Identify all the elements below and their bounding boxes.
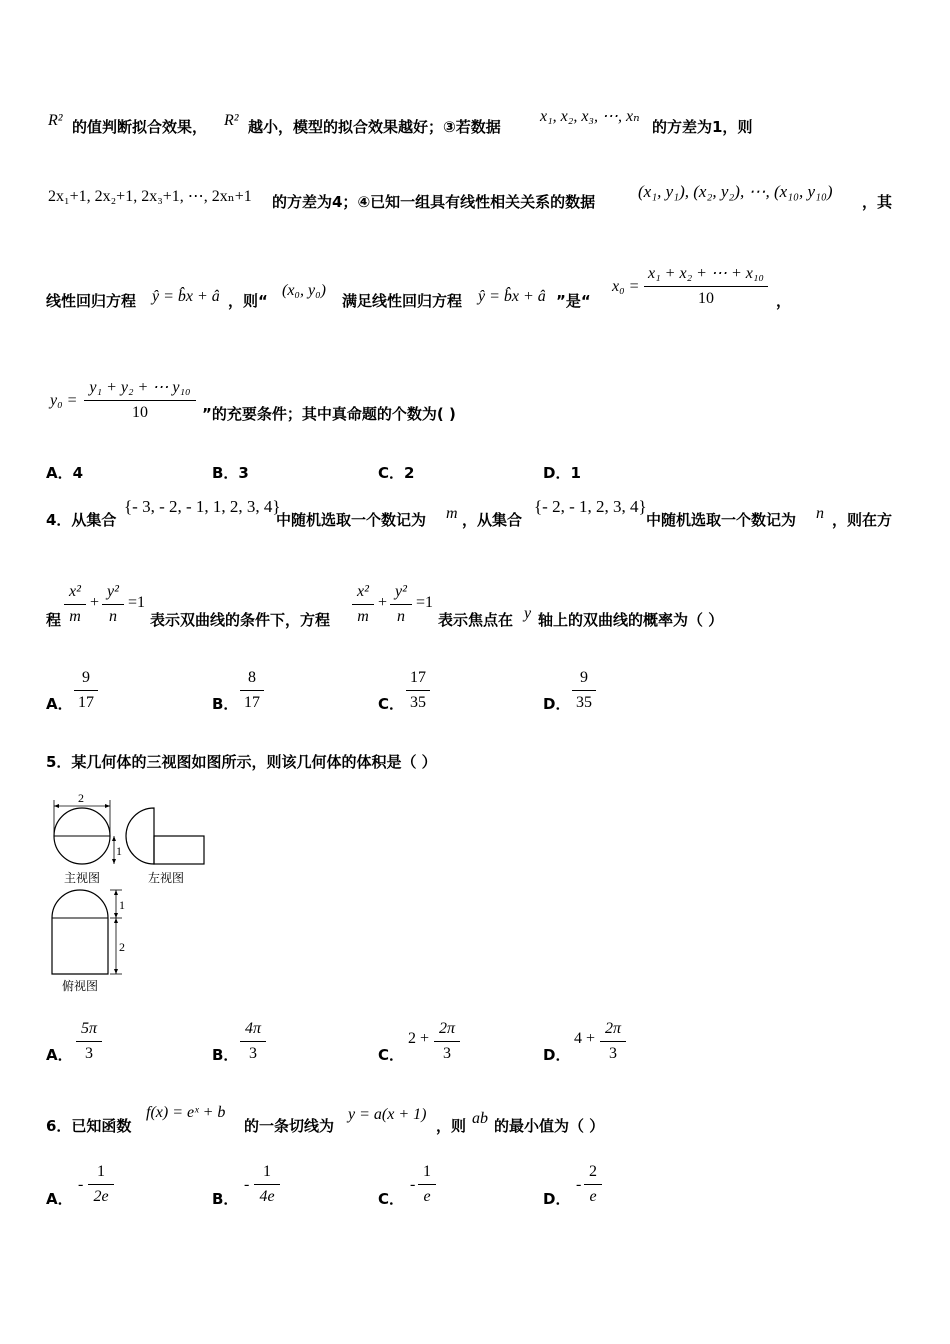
q5-option-d[interactable]: D．: [543, 1046, 571, 1064]
q4-text-7: 轴上的双曲线的概率为（ ）: [538, 611, 724, 629]
q4-y-axis: y: [524, 605, 532, 622]
eq1-plus: +: [90, 594, 100, 611]
three-view-diagram: [44, 788, 224, 1000]
q3-text-3b: ，则“: [228, 292, 268, 310]
q4-b-den: 17: [244, 694, 260, 711]
q6-c-den: e: [423, 1188, 431, 1205]
q5-b-num: 4π: [244, 1020, 261, 1037]
q5-d-prefix: 4 +: [574, 1030, 596, 1047]
dim-2-top-view: 2: [119, 940, 125, 954]
q3-pairs: (x₁, y₁), (x₂, y₂), ⋯, (x₁₀, y₁₀): [638, 182, 833, 201]
q4-a-num: 9: [82, 669, 90, 686]
q4-text-1: 中随机选取一个数记为: [276, 511, 427, 529]
q4-set-1: {- 3, - 2, - 1, 1, 2, 3, 4}: [124, 497, 281, 516]
q3-x0-lhs: x₀ =: [612, 278, 640, 295]
q6-d-num: 2: [589, 1163, 597, 1180]
q4-b-num: 8: [248, 669, 256, 686]
eq2-y2: y²: [395, 583, 407, 600]
q6-prefix: 6．已知函数: [46, 1117, 132, 1135]
q5-a-den: 3: [85, 1045, 93, 1062]
q5-stem: 5．某几何体的三视图如图所示，则该几何体的体积是（ ）: [46, 753, 437, 771]
q6-option-b[interactable]: B．: [212, 1190, 239, 1208]
q5-c-prefix: 2 +: [408, 1030, 430, 1047]
q5-option-a-value: [76, 1019, 102, 1064]
q6-text-1: 的一条切线为: [244, 1117, 335, 1135]
left-view-caption: 左视图: [148, 871, 185, 885]
q4-text-4: ，则在方: [832, 511, 893, 529]
q3-text-2b: ，其: [862, 193, 893, 211]
q3-regression-eq-2: ŷ = b̂x + â: [478, 288, 546, 305]
q4-option-a[interactable]: A．: [46, 695, 73, 713]
q4-text-2: ，从集合: [462, 511, 523, 529]
q6-b-sign: -: [244, 1176, 250, 1193]
eq1-n: n: [109, 608, 117, 625]
q4-option-d[interactable]: D．: [543, 695, 571, 713]
r-squared-2: R²: [224, 112, 239, 129]
q6-a-den: 2e: [93, 1188, 109, 1205]
q6-b-num: 1: [263, 1163, 271, 1180]
q3-text-2a: 的方差为4；④已知一组具有线性相关关系的数据: [272, 193, 596, 211]
eq1-y2: y²: [107, 583, 119, 600]
q5-c-den: 3: [443, 1045, 451, 1062]
q4-text-6: 表示焦点在: [438, 611, 514, 629]
q3-option-b[interactable]: B．3: [212, 464, 249, 482]
q4-d-den: 35: [576, 694, 592, 711]
eq2-m: m: [357, 608, 369, 625]
eq1-m: m: [69, 608, 81, 625]
q4-set-2: {- 2, - 1, 2, 3, 4}: [534, 497, 647, 516]
eq1-x2: x²: [69, 583, 81, 600]
q6-a-num: 1: [97, 1163, 105, 1180]
q3-text-1a: 的值判断拟合效果，: [72, 118, 208, 136]
q6-b-den: 4e: [259, 1188, 275, 1205]
q6-ab: ab: [472, 1110, 488, 1127]
q3-2xs: 2x₁+1, 2x₂+1, 2x₃+1, ⋯, 2xₙ+1: [48, 188, 252, 205]
q3-text-3d: ”是“: [556, 292, 591, 310]
q6-option-c[interactable]: C．: [378, 1190, 405, 1208]
q5-a-num: 5π: [80, 1020, 97, 1037]
q3-text-1c: 的方差为1，则: [652, 118, 753, 136]
q5-c-num: 2π: [438, 1020, 455, 1037]
eq2-n: n: [397, 608, 405, 625]
q4-option-b[interactable]: B．: [212, 695, 239, 713]
q5-b-den: 3: [249, 1045, 257, 1062]
q3-x0-denominator: 10: [698, 290, 714, 307]
q3-regression-eq: ŷ = b̂x + â: [152, 288, 220, 305]
q6-option-d[interactable]: D．: [543, 1190, 571, 1208]
q4-d-num: 9: [580, 669, 588, 686]
q3-xs: x₁, x₂, x₃, ⋯, xₙ: [540, 108, 640, 125]
q6-option-c-value: [418, 1162, 436, 1207]
q6-c-num: 1: [423, 1163, 431, 1180]
q4-option-d-value: [572, 668, 596, 713]
q6-d-den: e: [589, 1188, 597, 1205]
q3-option-d[interactable]: D．1: [543, 464, 581, 482]
left-view: [126, 808, 204, 864]
top-view: [52, 890, 125, 974]
q4-option-b-value: [240, 668, 264, 713]
q5-option-c[interactable]: C．: [378, 1046, 405, 1064]
q4-option-c-value: [406, 668, 430, 713]
q5-option-a[interactable]: A．: [46, 1046, 73, 1064]
q6-c-sign: -: [410, 1176, 416, 1193]
q5-d-den: 3: [609, 1045, 617, 1062]
q4-var-m: m: [446, 505, 458, 522]
q3-comma: ，: [776, 292, 792, 310]
q5-option-b[interactable]: B．: [212, 1046, 239, 1064]
q6-tangent: y = a(x + 1): [348, 1106, 427, 1123]
q6-option-d-value: [584, 1162, 602, 1207]
q3-y0-denominator: 10: [132, 404, 148, 421]
dim-1-front: 1: [116, 844, 122, 858]
q4-var-n: n: [816, 505, 824, 522]
q3-y0-fraction: [84, 378, 196, 423]
dim-2-top: 2: [78, 791, 84, 805]
q3-option-c[interactable]: C．2: [378, 464, 415, 482]
q6-function: f(x) = eˣ + b: [146, 1104, 226, 1121]
q3-text-4: ”的充要条件；其中真命题的个数为( ): [202, 405, 456, 423]
q5-option-c-value: [434, 1019, 460, 1064]
q6-a-sign: -: [78, 1176, 84, 1193]
eq2-plus: +: [378, 594, 388, 611]
q3-x0-fraction: [644, 264, 768, 309]
q3-point: (x₀, y₀): [282, 282, 326, 299]
eq2-x2: x²: [357, 583, 369, 600]
q6-text-2: ，则: [436, 1117, 467, 1135]
q4-prefix: 4．从集合: [46, 511, 117, 529]
top-view-caption: 俯视图: [62, 979, 99, 993]
q6-option-a[interactable]: A．: [46, 1190, 73, 1208]
q3-text-3c: 满足线性回归方程: [342, 292, 463, 310]
q5-d-num: 2π: [604, 1020, 621, 1037]
q4-text-5: 表示双曲线的条件下，方程: [150, 611, 331, 629]
q5-option-d-value: [600, 1019, 626, 1064]
dim-1-top-view: 1: [119, 898, 125, 912]
q3-text-3a: 线性回归方程: [46, 292, 137, 310]
q6-text-3: 的最小值为（ ）: [494, 1117, 605, 1135]
r-squared: R²: [48, 112, 63, 129]
q3-y0-numerator: y₁ + y₂ + ⋯ y₁₀: [89, 379, 191, 396]
q4-cheng: 程: [46, 611, 62, 629]
q4-c-den: 35: [410, 694, 426, 711]
q6-option-b-value: [254, 1162, 280, 1207]
eq2-equals-one: =1: [416, 594, 434, 611]
q5-option-b-value: [240, 1019, 266, 1064]
q4-c-num: 17: [410, 669, 426, 686]
q3-x0-numerator: x₁ + x₂ + ⋯ + x₁₀: [648, 265, 764, 282]
q6-option-a-value: [88, 1162, 114, 1207]
q4-a-den: 17: [78, 694, 94, 711]
q4-option-c[interactable]: C．: [378, 695, 405, 713]
eq1-equals-one: =1: [128, 594, 146, 611]
q4-option-a-value: [74, 668, 98, 713]
q3-option-a[interactable]: A．4: [46, 464, 84, 482]
q4-text-3: 中随机选取一个数记为: [646, 511, 797, 529]
front-view-caption: 主视图: [64, 871, 101, 885]
q6-d-sign: -: [576, 1176, 582, 1193]
front-view: [54, 791, 122, 864]
q3-text-1b: 越小，模型的拟合效果越好；③若数据: [248, 118, 501, 136]
q3-y0-lhs: y₀ =: [50, 392, 78, 409]
